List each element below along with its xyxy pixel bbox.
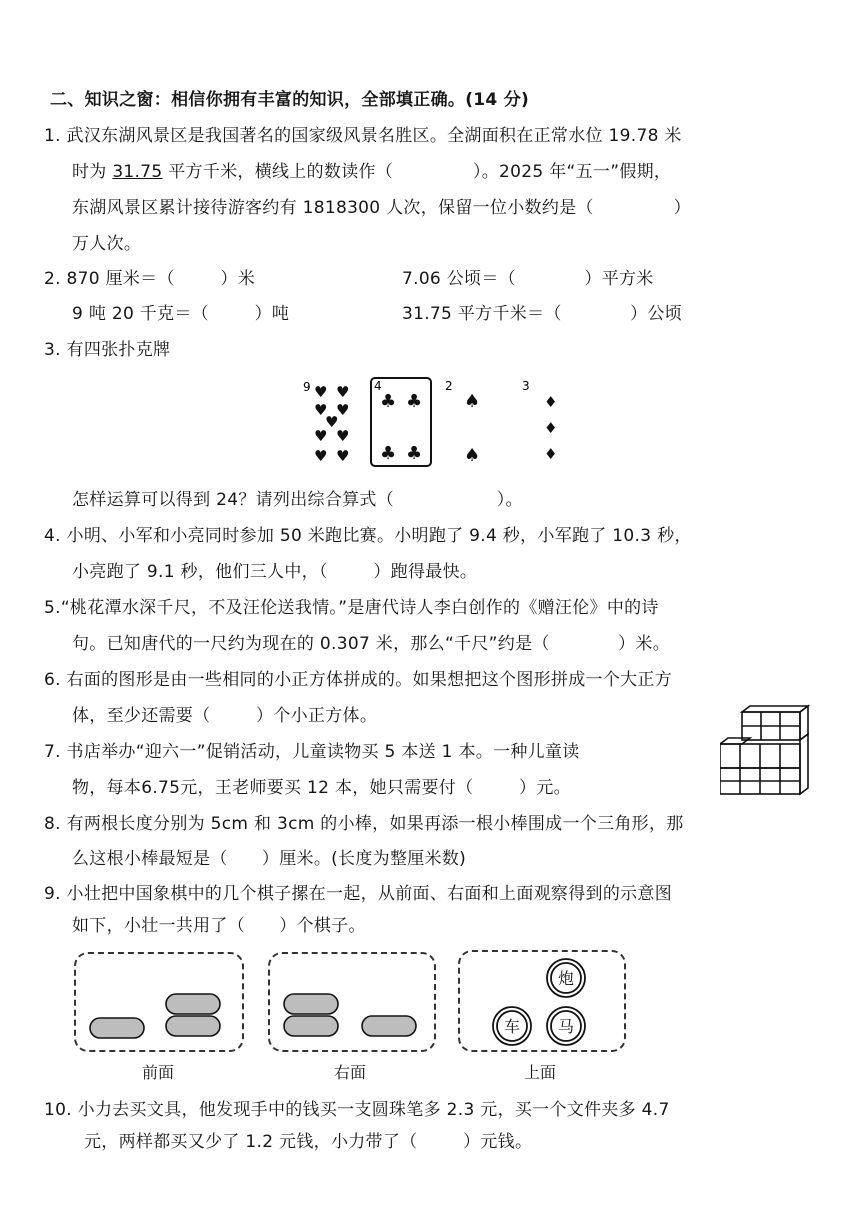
q7-line-2: 物，每本6.75元，王老师要买 12 本，她只需要付（ ）元。 [72,778,571,798]
svg-text:♥: ♥ [314,447,328,465]
q10-line-2: 元，两样都买又少了 1.2 元钱，小力带了（ ）元钱。 [84,1132,533,1152]
caption-front: 前面 [141,1063,174,1082]
svg-text:♦: ♦ [544,393,558,411]
front-view-box [74,952,244,1052]
svg-text:♣: ♣ [406,443,423,464]
q2-item-b: 7.06 公顷＝（ ）平方米 [402,269,654,289]
svg-text:♠: ♠ [464,391,481,412]
caption-right: 右面 [333,1063,366,1082]
q5-line-2: 句。已知唐代的一尺约为现在的 0.307 米，那么“千尺”约是（ ）米。 [72,634,671,654]
q2-item-a: 2. 870 厘米＝（ ）米 [44,269,256,289]
svg-text:♥: ♥ [314,383,328,401]
q9-line-1: 9. 小壮把中国象棋中的几个棋子摞在一起，从前面、右面和上面观察得到的示意图 [44,884,673,904]
q1-line-2 [72,160,671,184]
card-rank: 4 [374,379,382,393]
card-four-of-clubs [370,377,432,467]
q9-line-2: 如下，小壮一共用了（ ）个棋子。 [72,916,366,936]
q6-line-2: 体，至少还需要（ ）个小正方体。 [72,706,378,726]
q8-line-2: 么这根小棒最短是（ ）厘米。(长度为整厘米数) [72,849,467,869]
q1-line-1: 1. 武汉东湖风景区是我国著名的国家级风景名胜区。全湖面积在正常水位 19.78 米 [44,126,682,146]
card-rank: 3 [522,379,530,393]
svg-text:♠: ♠ [464,445,481,466]
section-title: 二、知识之窗：相信你拥有丰富的知识，全部填正确。(14 分) [50,90,530,110]
svg-text:♣: ♣ [380,391,397,412]
q4-line-2: 小亮跑了 9.1 秒，他们三人中，（ ）跑得最快。 [72,562,478,582]
card-three-of-diamonds [514,377,576,467]
piece-che: 车 [503,1017,521,1036]
q10-line-1: 10. 小力去买文具，他发现手中的钱买一支圆珠笔多 2.3 元，买一个文件夹多 4.7 [44,1100,670,1120]
svg-text:♥: ♥ [336,401,350,419]
right-view-box [268,952,436,1052]
card-nine-of-hearts [298,377,360,467]
svg-text:♥: ♥ [336,447,350,465]
q7-line-1: 7. 书店举办“迎六一”促销活动，儿童读物买 5 本送 1 本。一种儿童读 [44,742,580,762]
poker-cards [296,377,596,473]
caption-top: 上面 [523,1063,556,1082]
q2-item-d: 31.75 平方千米＝（ ）公顷 [402,304,683,324]
q1-line-2a: 时为 [72,162,113,182]
piece-ma: 马 [557,1017,575,1036]
svg-text:♥: ♥ [336,427,350,445]
svg-text:♣: ♣ [380,443,397,464]
q1-line-3: 东湖风景区累计接待游客约有 1818300 人次，保留一位小数约是（ ） [72,198,691,218]
piece-pao: 炮 [557,969,575,988]
top-view-box [458,950,626,1052]
q6-line-1: 6. 右面的图形是由一些相同的小正方体拼成的。如果想把这个图形拼成一个大正方 [44,670,673,690]
svg-text:♥: ♥ [314,427,328,445]
svg-text:♥: ♥ [314,401,328,419]
q4-line-1: 4. 小明、小军和小亮同时参加 50 米跑比赛。小明跑了 9.4 秒，小军跑了 10.3 秒， [44,526,692,546]
q1-underlined-number: 31.75 [112,162,163,182]
q8-line-1: 8. 有两根长度分别为 5cm 和 3cm 的小棒，如果再添一根小棒围成一个三角形，那 [44,814,684,834]
q1-line-2b: 平方千米，横线上的数读作（ ）。2025 年“五一”假期， [162,162,672,182]
svg-text:♦: ♦ [544,445,558,463]
q2-item-c: 9 吨 20 千克＝（ ）吨 [72,304,290,324]
svg-text:♦: ♦ [544,419,558,437]
svg-text:♣: ♣ [406,391,423,412]
q1-line-4: 万人次。 [72,234,142,254]
card-rank: 9 [303,380,311,394]
svg-text:♥: ♥ [325,413,339,431]
q5-line-1: 5.“桃花潭水深千尺，不及汪伦送我情。”是唐代诗人李白创作的《赠汪伦》中的诗 [44,598,659,618]
card-two-of-spades [442,377,504,467]
q3-line-2: 怎样运算可以得到 24？请列出综合算式（ ）。 [72,490,523,510]
svg-text:♥: ♥ [336,383,350,401]
card-rank: 2 [445,379,453,393]
cube-stack-figure [720,704,810,796]
q3-line-1: 3. 有四张扑克牌 [44,340,171,360]
